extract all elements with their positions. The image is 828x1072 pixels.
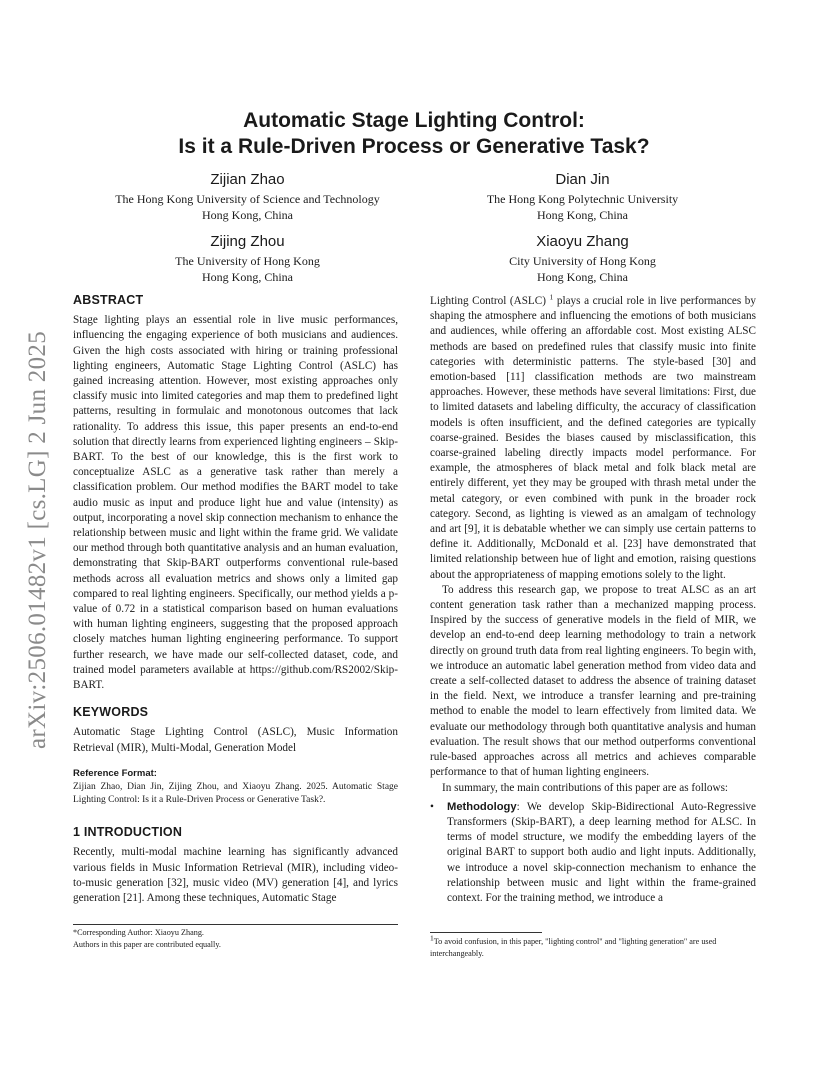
- author-location: Hong Kong, China: [537, 208, 628, 222]
- right-paragraph-1: Lighting Control (ASLC) $^1$ plays a crucial role in live performances by shaping the atmosphere and influencing the emotions of both musicians and audiences, while offering an affordable cost. Most existing ALSC methods are based on predefined rules that classify music into finite categories with deterministic patterns. The style-based [30] and emotion-based [11] classification methods are two mainstream approaches. However, these methods have several limitations: First, due to limited datasets and labeling difficulty, the accuracy of classification models is often insufficient, and the defined categories are typically coarse-grained. Besides the biases caused by misclassification, this coarse-grained labeling directly impacts model performance. For example, the atmospheres of black metal and folk black metal are entirely different, yet they may be grouped with thrash metal under the metal category, or even combined with punk in the broader rock category. Second, as lighting is viewed as an amalgam of technology and art [9], it is debatable whether we can simply use certain patterns to define it. Additionally, McDonald et al. [23] have demonstrated that limited relationship between hue of light and emotion, raising questions about the appropriateness of mapping emotions solely to the light.: [430, 292, 756, 581]
- right-paragraph-2: To address this research gap, we propose to treat ALSC as an art content generation task rather than a mechanized mapping process. Inspired by the success of generative models in the field of MIR, we develop an end-to-end deep learning methodology to train a network directly on ground truth data from real lighting engineers. To begin with, we introduce an automatic label generation method from video data and create a self-collected dataset to address the absence of training dataset in the field. Next, we introduce a transfer learning and pre-training method to enable the model to learn effectively from limited data. We evaluate our methodology through both quantitative analysis and human evaluation. The result shows that our method outperforms conventional rule-based approaches across all metrics and achieves comparable performance to that of human lighting engineers.: [430, 583, 756, 779]
- bullet-label: Methodology: [447, 800, 517, 813]
- author-location: Hong Kong, China: [537, 270, 628, 284]
- reference-format-heading: Reference Format:: [73, 767, 157, 779]
- author-location: Hong Kong, China: [202, 270, 293, 284]
- author-name: Xiaoyu Zhang: [536, 233, 629, 250]
- footnotes-left: [73, 927, 398, 950]
- introduction-heading: 1 INTRODUCTION: [73, 825, 183, 840]
- author-affiliation: The Hong Kong Polytechnic University: [486, 192, 679, 206]
- arxiv-identifier: arXiv:2506.01482v1 [cs.LG] 2 Jun 2025: [24, 331, 51, 749]
- author-block-2: [430, 170, 735, 223]
- abstract-text: Stage lighting plays an essential role in live music performances, influencing the engaging experience of both musicians and audiences. Given the high costs associated with hiring or training professional lighting engineers, Automatic Stage Lighting Control (ASLC) has gained increasing attention. However, most existing approaches only classify music into limited categories and map them to predefined light patterns, resulting in formulaic and monotonous outcomes that lack rationality. To address this issue, this paper presents an end-to-end solution that directly learns from experienced lighting engineers – Skip-BART. To the best of our knowledge, this is the first work to conceptualize ASLC as a generative task rather than merely a classification problem. Our method modifies the BART model to take audio music as input and produce light hue and value (intensity) as output, incorporating a novel skip connection mechanism to enhance the relationship between music and light within the frame grid. We validate our method through both quantitative analysis and an human evaluation, demonstrating that Skip-BART outperforms conventional rule-based methods across all evaluation metrics and shows only a limited gap compared to real lighting engineers. Specifically, our method yields a p-value of 0.72 in a statistical comparison based on human evaluations with human lighting engineers, suggesting that the proposed approach closely matches human lighting engineering performance. To support further research, we have made our self-collected dataset, code, and trained model parameters available at https://github.com/RS2002/Skip-BART.: [73, 314, 398, 692]
- title-line-1: Automatic Stage Lighting Control:: [243, 109, 585, 132]
- footnote-rule-right: [430, 932, 542, 933]
- keywords-heading: KEYWORDS: [73, 705, 149, 720]
- contribution-bullet: [430, 800, 756, 906]
- author-affiliation: The Hong Kong University of Science and Technology: [115, 192, 380, 206]
- keywords-text: Automatic Stage Lighting Control (ASLC), Music Information Retrieval (MIR), Multi-Modal, Generation Model: [73, 726, 398, 754]
- abstract-heading: ABSTRACT: [73, 293, 144, 307]
- bullet-icon: •: [430, 800, 434, 813]
- author-name: Zijian Zhao: [210, 171, 285, 188]
- author-block-4: [430, 232, 735, 285]
- author-location: Hong Kong, China: [202, 208, 293, 222]
- footnote-corresponding: *Corresponding Author: Xiaoyu Zhang.: [73, 928, 204, 937]
- author-block-1: [95, 170, 400, 223]
- paper-title: [90, 108, 738, 160]
- footnote-equal-contribution: Authors in this paper are contributed equally.: [73, 939, 221, 949]
- author-name: Zijing Zhou: [210, 233, 285, 250]
- left-column: [73, 293, 398, 906]
- introduction-paragraph: Recently, multi-modal machine learning has significantly advanced various fields in Music Information Retrieval (MIR), including video-to-music generation [32], music video (MV) generation [4], and lyrics generation [21]. Among these techniques, Automatic Stage: [73, 846, 398, 904]
- author-affiliation: City University of Hong Kong: [509, 254, 656, 268]
- author-affiliation: The University of Hong Kong: [175, 254, 320, 268]
- bullet-text: : We develop Skip-Bidirectional Auto-Regressive Transformers (Skip-BART), a deep learning method for ALSC. In terms of model structure, we modify the embedding layers of the original BART to support both audio and light inputs. Additionally, we introduce a novel skip-connection mechanism to enhance the relationship between music and light within the frame-grained context. For the training method, we introduce a: [447, 800, 756, 904]
- author-block-3: [95, 232, 400, 285]
- footnote-ref: 1: [549, 292, 554, 302]
- right-column: [430, 294, 756, 906]
- reference-format-text: Zijian Zhao, Dian Jin, Zijing Zhou, and Xiaoyu Zhang. 2025. Automatic Stage Lighting Control: Is it a Rule-Driven Process or Generative Task?.: [73, 782, 398, 806]
- title-line-2: Is it a Rule-Driven Process or Generative Task?: [178, 135, 650, 158]
- footnote-right: $^1$To avoid confusion, in this paper, "lighting control" and "lighting generation" are used interchangeably.: [430, 933, 717, 958]
- author-name: Dian Jin: [555, 171, 610, 188]
- footnote-rule-left: [73, 924, 398, 925]
- right-paragraph-3: In summary, the main contributions of this paper are as follows:: [442, 781, 729, 794]
